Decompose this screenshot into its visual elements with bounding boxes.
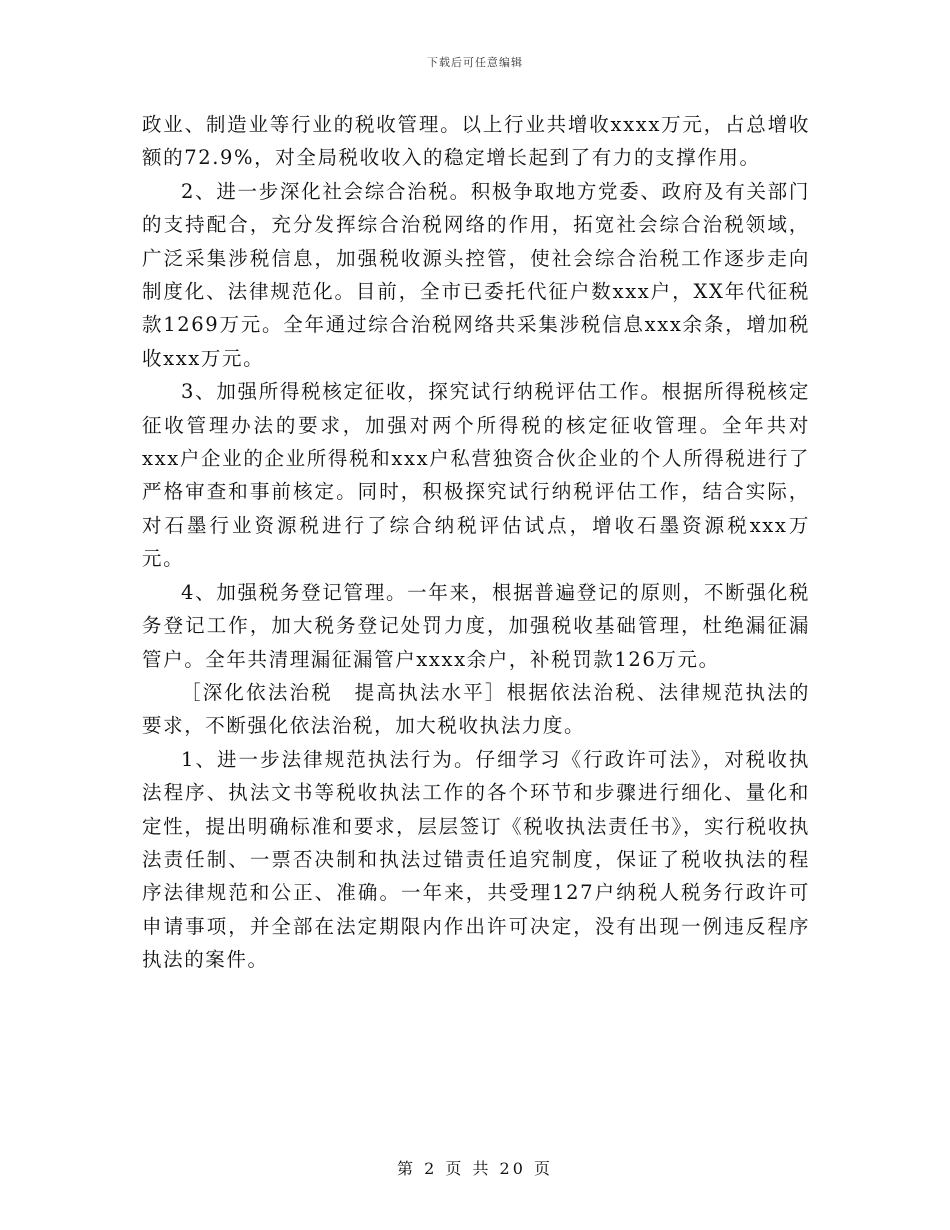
paragraph-item-3: 3、加强所得税核定征收，探究试行纳税评估工作。根据所得税核定征收管理办法的要求，加强对两个所得税的核定征收管理。全年共对xxx户企业的企业所得税和xxx户私营独资合伙企业的个人所得税进行了严格审查和事前核定。同时，积极探究试行纳税评估工作，结合实际，对石墨行业资源税进行了综合纳税评估试点，增收石墨资源税xxx万元。 — [142, 380, 810, 571]
paragraph-item-2: 2、进一步深化社会综合治税。积极争取地方党委、政府及有关部门的支持配合，充分发挥综合治税网络的作用，拓宽社会综合治税领域，广泛采集涉税信息，加强税收源头控管，使社会综合治税工作逐步走向制度化、法律规范化。目前，全市已委托代征户数xxx户，XX年代征税款1269万元。全年通过综合治税网络共采集涉税信息xxx余条，增加税收xxx万元。 — [142, 179, 810, 370]
section-heading-paragraph: ［深化依法治税 提高执法水平］根据依法治税、法律规范执法的要求，不断强化依法治税，加大税收执法力度。 — [142, 680, 810, 738]
paragraph-item-1: 1、进一步法律规范执法行为。仔细学习《行政许可法》，对税收执法程序、执法文书等税收执法工作的各个环节和步骤进行细化、量化和定性，提出明确标准和要求，层层签订《税收执法责任书》，实行税收执法责任制、一票否决制和执法过错责任追究制度，保证了税收执法的程序法律规范和公正、准确。一年来，共受理127户纳税人税务行政许可申请事项，并全部在法定期限内作出许可决定，没有出现一例违反程序执法的案件。 — [142, 747, 810, 972]
paragraph-item-4: 4、加强税务登记管理。一年来，根据普遍登记的原则，不断强化税务登记工作，加大税务登记处罚力度，加强税收基础管理，杜绝漏征漏管户。全年共清理漏征漏管户xxxx余户，补税罚款126万元。 — [142, 580, 810, 671]
page-header-note: 下载后可任意编辑 — [427, 56, 523, 69]
document-body — [142, 108, 810, 977]
page-number-footer: 第 2 页 共 20 页 — [397, 1159, 553, 1178]
paragraph-continuation: 政业、制造业等行业的税收管理。以上行业共增收xxxx万元，占总增收额的72.9%，对全局税收收入的稳定增长起到了有力的支撑作用。 — [142, 113, 810, 170]
